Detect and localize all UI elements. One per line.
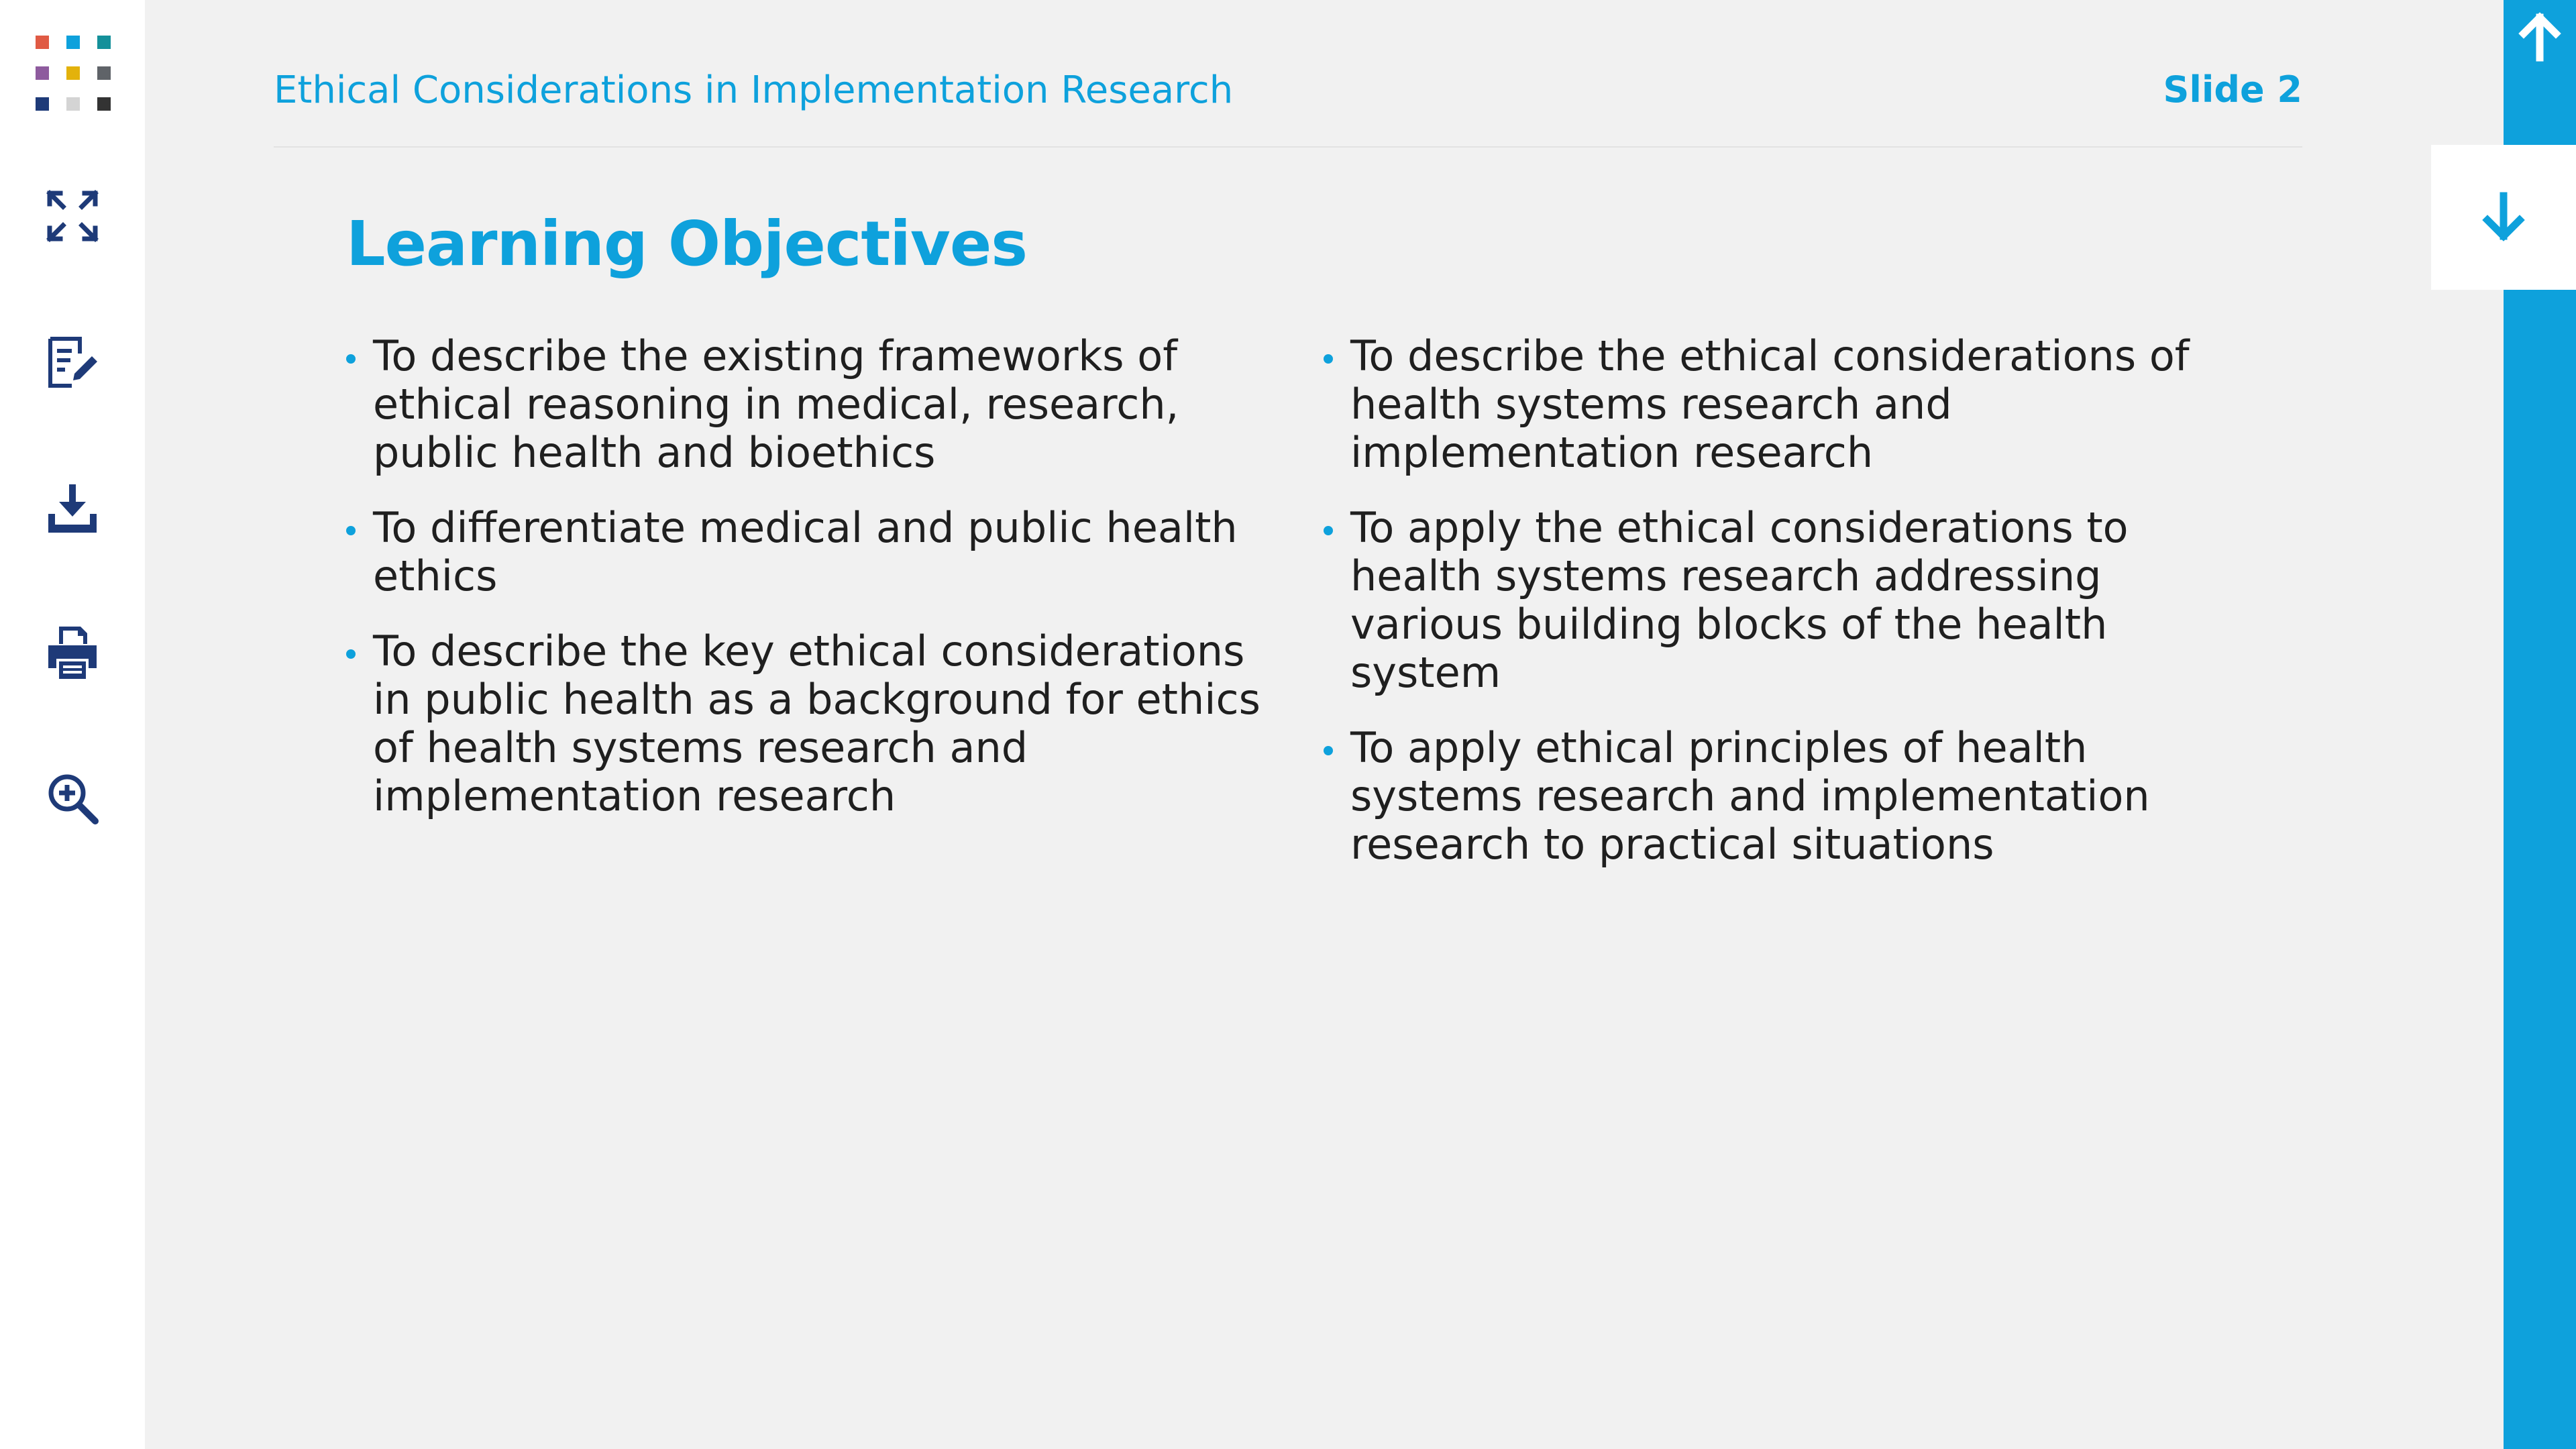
objective-text: To apply the ethical considerations to health systems research addressing various building blocks of the health system (1350, 503, 2129, 697)
objective-item (1324, 724, 2249, 869)
print-button[interactable] (39, 619, 106, 686)
next-slide-button[interactable] (2431, 145, 2576, 290)
apps-grid-icon[interactable] (36, 36, 111, 111)
grid-square (97, 36, 111, 49)
grid-square (36, 36, 49, 49)
objective-text: To describe the existing frameworks of ethical reasoning in medical, research, public health and bioethics (373, 331, 1179, 477)
download-button[interactable] (39, 475, 106, 542)
grid-square (97, 97, 111, 111)
objective-item (346, 332, 1272, 477)
grid-square (36, 66, 49, 80)
fullscreen-button[interactable] (39, 182, 106, 250)
zoom-in-button[interactable] (39, 765, 106, 832)
objectives-left-column (346, 332, 1272, 847)
objective-text: To describe the ethical considerations of health systems research and implementation research (1350, 331, 2190, 477)
objective-text: To describe the key ethical considerations in public health as a background for ethics of health systems research and implementation research (373, 627, 1260, 820)
objective-item (346, 504, 1272, 600)
slide-number: Slide 2 (2163, 68, 2302, 111)
bullet-icon (346, 354, 356, 364)
bullet-icon (1324, 526, 1333, 535)
objective-item (1324, 332, 2249, 477)
objective-text: To apply ethical principles of health systems research and implementation research to practical situations (1350, 723, 2150, 869)
objectives-right-column (1324, 332, 2249, 896)
download-icon (46, 482, 99, 535)
arrow-down-icon (2478, 192, 2529, 243)
bullet-icon (1324, 354, 1333, 364)
grid-square (97, 66, 111, 80)
notes-button[interactable] (39, 329, 106, 396)
bullet-icon (1324, 746, 1333, 755)
previous-slide-button[interactable] (2504, 0, 2576, 72)
arrow-up-icon (2514, 11, 2565, 62)
bullet-icon (346, 649, 356, 659)
notes-icon (44, 333, 101, 391)
slide-header (274, 63, 2302, 148)
slide-heading: Learning Objectives (346, 208, 1028, 280)
left-toolbar (0, 0, 145, 1449)
objective-item (346, 627, 1272, 820)
objective-item (1324, 504, 2249, 697)
fullscreen-icon (46, 189, 99, 243)
zoom-in-icon (46, 771, 99, 825)
course-title: Ethical Considerations in Implementation Research (274, 68, 1234, 112)
slide-canvas (145, 0, 2504, 1449)
grid-square (66, 36, 80, 49)
print-icon (46, 624, 99, 680)
grid-square (66, 97, 80, 111)
grid-square (36, 97, 49, 111)
grid-square (66, 66, 80, 80)
objective-text: To differentiate medical and public health ethics (373, 503, 1238, 600)
bullet-icon (346, 526, 356, 535)
